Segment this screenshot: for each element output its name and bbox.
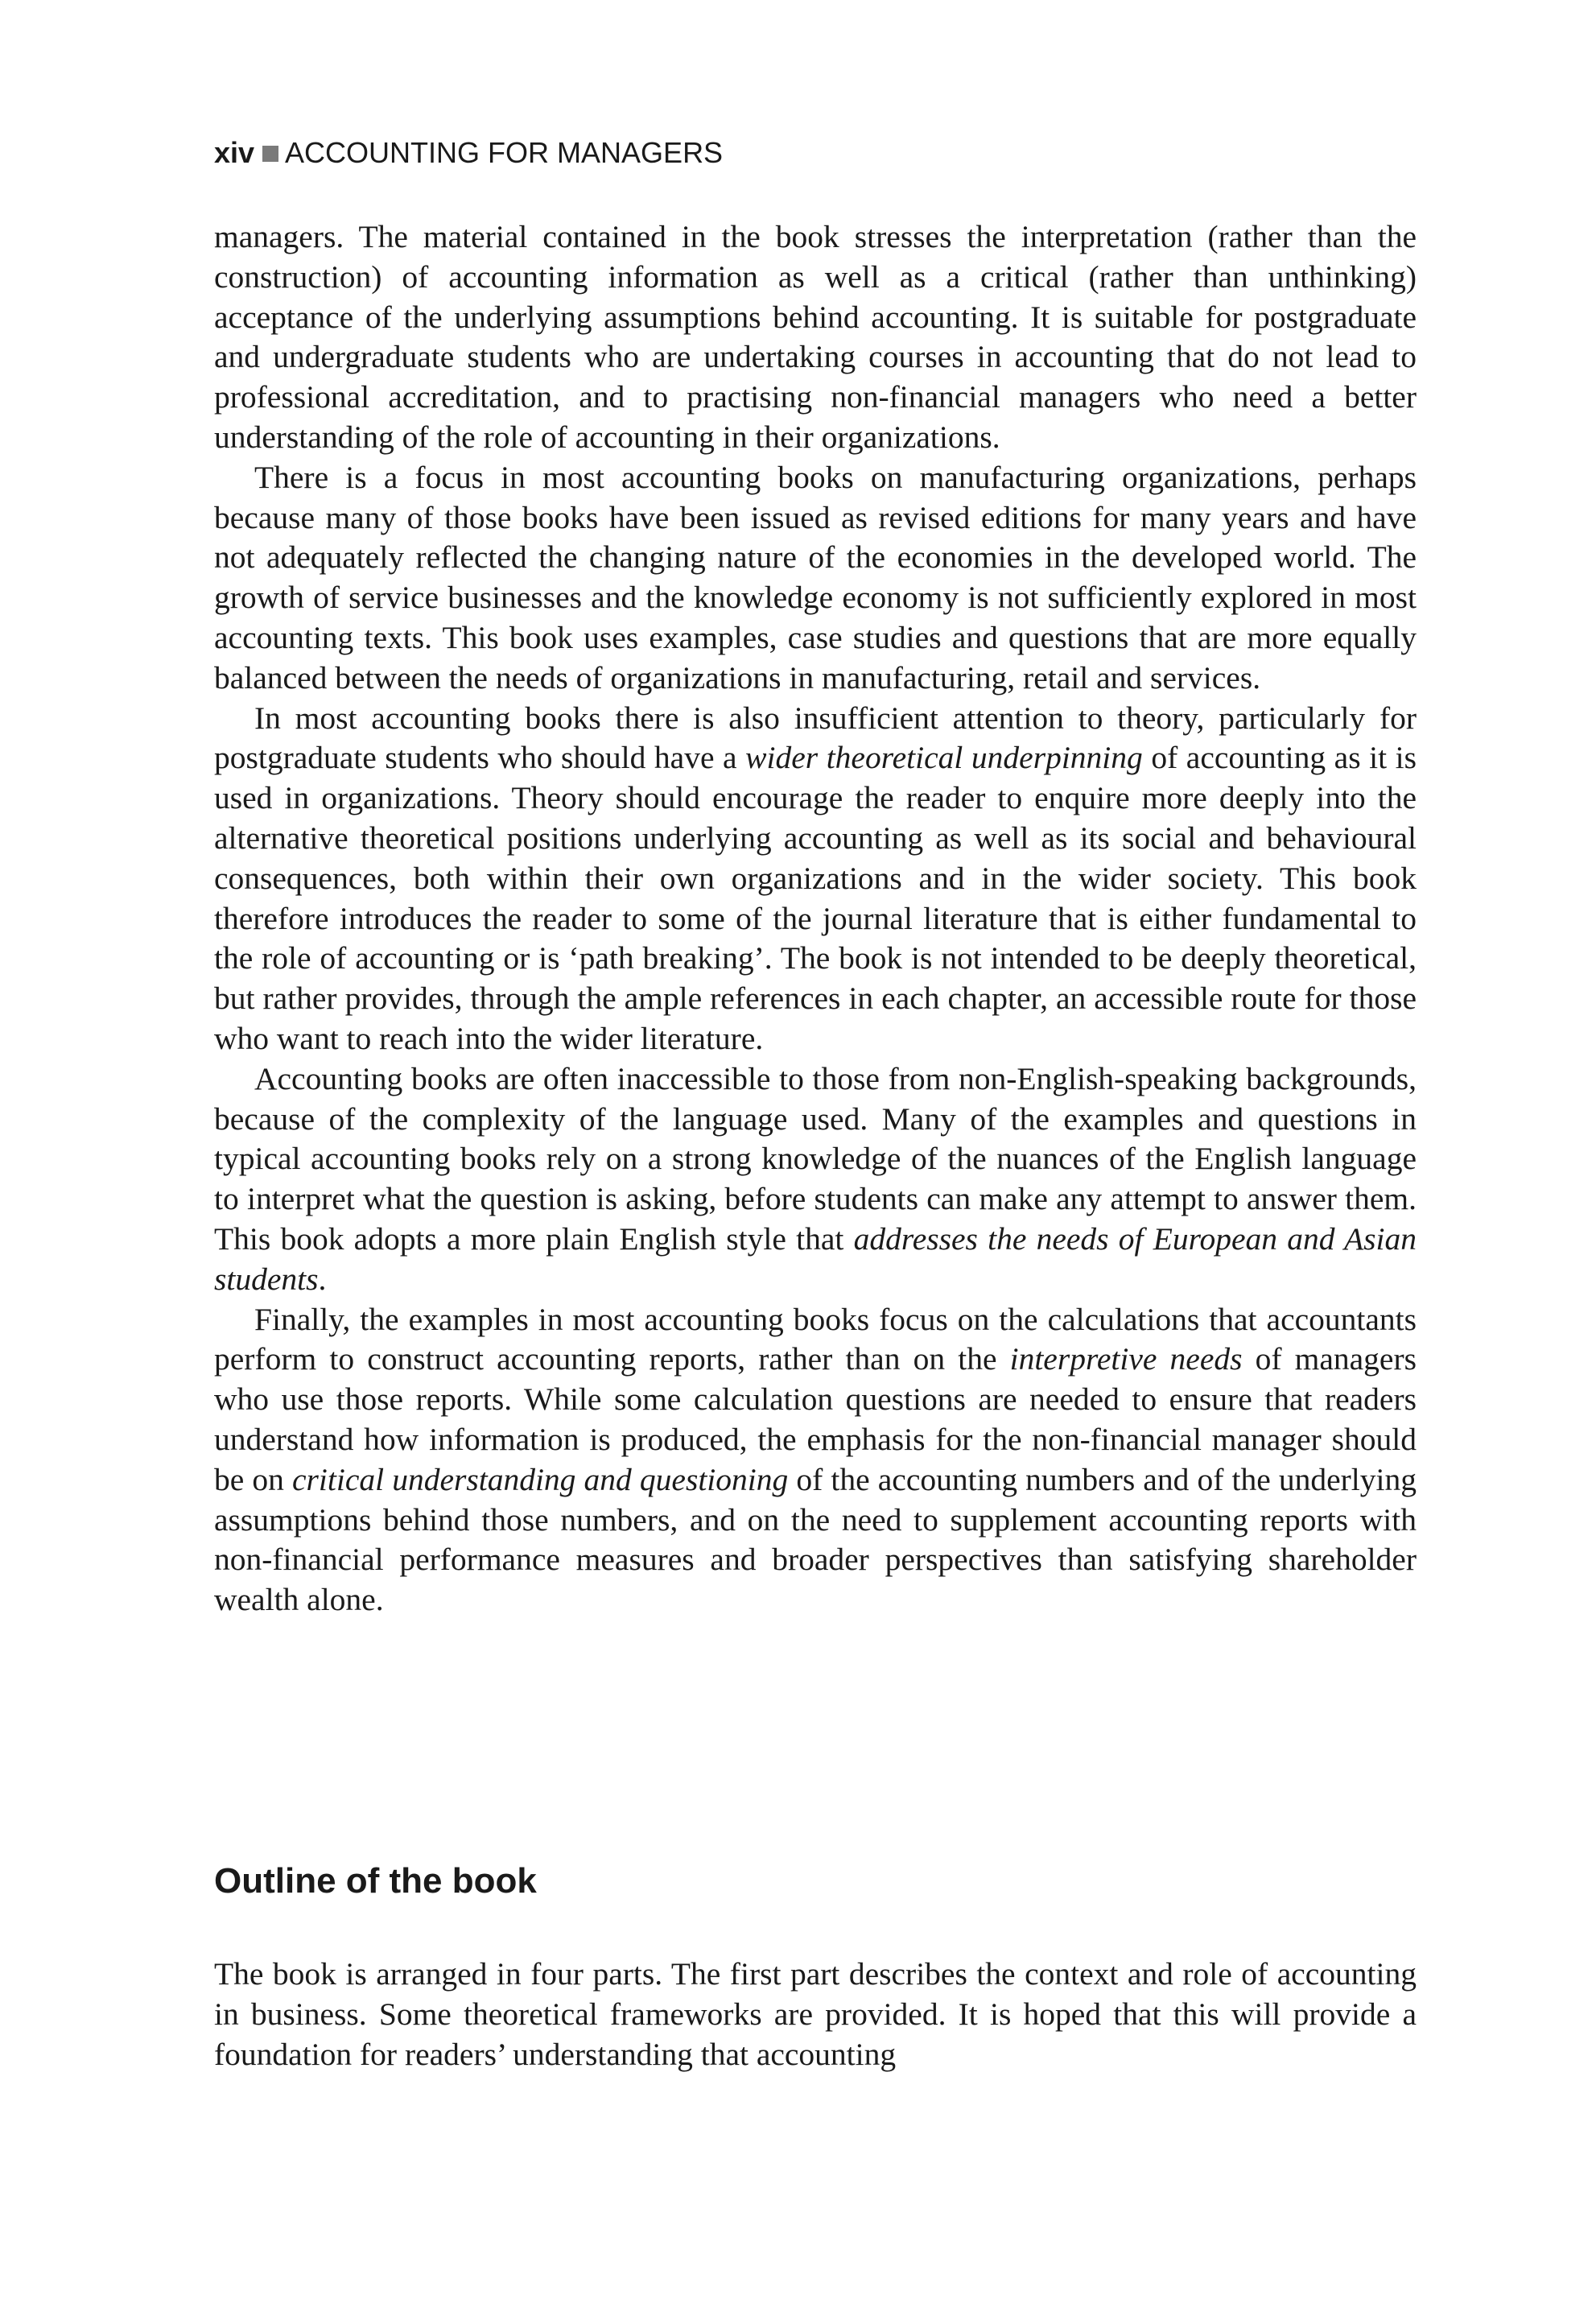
paragraph-language: Accounting books are often inaccessible to those from non-English-speaking backgrounds, because of the complexity of the language used. Many of the examples and questions in typical accounting books rely on a strong knowledge of the nuances of the English language to interpret what the question is asking, before students can make any attempt to answer them. This book adopts a more plain English style that addresses the needs of European and Asian students. [214, 1060, 1417, 1297]
running-head-title: ACCOUNTING FOR MANAGERS [285, 136, 724, 169]
emphasis-text: addresses the needs of European and Asian students [214, 1220, 1417, 1297]
square-bullet-icon [262, 146, 278, 162]
body-text [214, 217, 1417, 1620]
emphasis-text: interpretive needs [1009, 1341, 1243, 1377]
section-body-text [214, 1955, 1417, 2074]
paragraph-continued: managers. The material contained in the book stresses the interpretation (rather than the construction) of accounting information as well as a critical (rather than unthinking) acceptance of the underlying assumptions behind accounting. It is suitable for postgraduate and undergraduate students who are undertaking courses in accounting that do not lead to professional accreditation, and to practising non-financial managers who need a better understanding of the role of accounting in their organizations. [214, 219, 1417, 455]
emphasis-text: wider theoretical underpinning [745, 740, 1143, 776]
emphasis-text: critical understanding and questioning [292, 1461, 789, 1497]
paragraph-outline: The book is arranged in four parts. The first part describes the context and role of accounting in business. Some theoretical frameworks are provided. It is hoped that this will provide a foundation for readers’ understanding that accounting [214, 1956, 1417, 2072]
page-number: xiv [214, 136, 255, 169]
paragraph-theory: In most accounting books there is also insufficient attention to theory, particularly for postgraduate students who should have a wider theoretical underpinning of accounting as it is used in organizations. Theory should encourage the reader to enquire more deeply into the alternative theoretical positions underlying accounting as well as its social and behavioural consequences, both within their own organizations and in the wider society. This book therefore introduces the reader to some of the journal literature that is either fundamental to the role of accounting or is ‘path breaking’. The book is not intended to be deeply theoretical, but rather provides, through the ample references in each chapter, an accessible route for those who want to reach into the wider literature. [214, 700, 1417, 1056]
paragraph-interpretation: Finally, the examples in most accounting books focus on the calculations that accountants perform to construct accounting reports, rather than on the interpretive needs of managers who use those reports. While some calculation questions are needed to ensure that readers understand how information is produced, the emphasis for the non-financial manager should be on critical understanding and questioning of the accounting numbers and of the underlying assumptions behind those numbers, and on the need to supplement accounting reports with non-financial performance measures and broader perspectives than satisfying shareholder wealth alone. [214, 1301, 1417, 1618]
running-head [214, 135, 1421, 171]
paragraph-service-focus: There is a focus in most accounting books on manufacturing organizations, perhaps because many of those books have been issued as revised editions for many years and have not adequately reflected the changing nature of the economies in the developed world. The growth of service businesses and the knowledge economy is not sufficiently explored in most accounting texts. This book uses examples, case studies and questions that are more equally balanced between the needs of organizations in manufacturing, retail and services. [214, 459, 1417, 696]
section-heading: Outline of the book [214, 1861, 537, 1901]
